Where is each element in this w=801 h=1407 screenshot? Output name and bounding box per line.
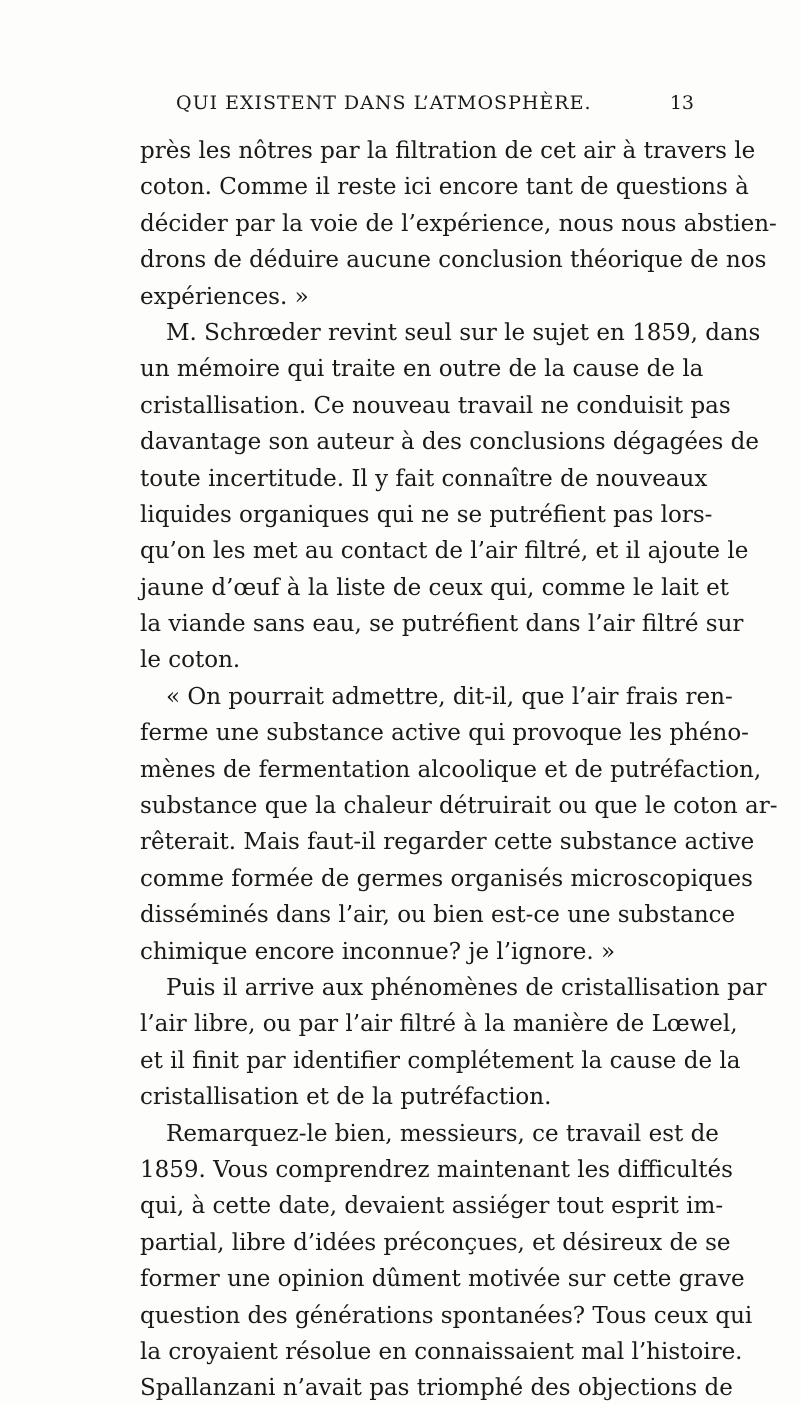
- text-line: décider par la voie de l’expérience, nous nous abstien-: [140, 210, 777, 237]
- text-line: et il finit par identifier complétement la cause de la: [140, 1047, 741, 1074]
- running-head: [140, 92, 694, 122]
- text-line: qu’on les met au contact de l’air filtré, et il ajoute le: [140, 538, 749, 565]
- text-line: M. Schrœder revint seul sur le sujet en 1859, dans: [166, 319, 761, 346]
- text-line: comme formée de germes organisés microscopiques: [140, 865, 753, 892]
- text-line: Puis il arrive aux phénomènes de cristallisation par: [166, 974, 767, 1001]
- body-text: [140, 133, 778, 1407]
- text-line: substance que la chaleur détruirait ou que le coton ar-: [140, 793, 778, 820]
- text-line: mènes de fermentation alcoolique et de putréfaction,: [140, 756, 762, 783]
- text-line: la croyaient résolue en connaissaient mal l’histoire.: [140, 1338, 743, 1365]
- running-title: QUI EXISTENT DANS L’ATMOSPHÈRE.: [176, 92, 592, 114]
- text-line: coton. Comme il reste ici encore tant de questions à: [140, 174, 749, 201]
- text-line: la viande sans eau, se putréfient dans l’air filtré sur: [140, 611, 744, 638]
- text-line: partial, libre d’idées préconçues, et désireux de se: [140, 1229, 731, 1256]
- text-line: près les nôtres par la filtration de cet air à travers le: [140, 138, 756, 164]
- text-line: rêterait. Mais faut-il regarder cette substance active: [140, 829, 755, 856]
- text-line: former une opinion dûment motivée sur cette grave: [140, 1266, 745, 1293]
- text-line: le coton.: [140, 647, 241, 674]
- page-number: 13: [669, 92, 694, 114]
- text-line: l’air libre, ou par l’air filtré à la manière de Lœwel,: [140, 1011, 738, 1038]
- text-line: qui, à cette date, devaient assiéger tout esprit im-: [140, 1193, 724, 1220]
- text-line: question des générations spontanées? Tous ceux qui: [140, 1302, 753, 1329]
- text-line: Remarquez-le bien, messieurs, ce travail est de: [166, 1120, 719, 1147]
- text-line: chimique encore inconnue? je l’ignore. »: [140, 938, 616, 965]
- text-line: cristallisation. Ce nouveau travail ne conduisit pas: [140, 392, 731, 419]
- text-line: jaune d’œuf à la liste de ceux qui, comme le lait et: [140, 574, 730, 601]
- text-line: drons de déduire aucune conclusion théorique de nos: [140, 247, 767, 274]
- text-line: 1859. Vous comprendrez maintenant les difficultés: [140, 1156, 733, 1183]
- text-line: Spallanzani n’avait pas triomphé des objections de: [140, 1375, 733, 1402]
- text-line: davantage son auteur à des conclusions dégagées de: [140, 429, 759, 456]
- text-line: un mémoire qui traite en outre de la cause de la: [140, 356, 704, 383]
- text-line: disséminés dans l’air, ou bien est-ce une substance: [140, 902, 736, 929]
- text-line: expériences. »: [140, 283, 309, 310]
- text-line: toute incertitude. Il y fait connaître de nouveaux: [140, 465, 708, 492]
- text-line: « On pourrait admettre, dit-il, que l’air frais ren-: [166, 683, 733, 710]
- text-line: cristallisation et de la putréfaction.: [140, 1084, 552, 1111]
- text-line: ferme une substance active qui provoque les phéno-: [140, 720, 749, 747]
- text-line: liquides organiques qui ne se putréfient pas lors-: [140, 501, 713, 528]
